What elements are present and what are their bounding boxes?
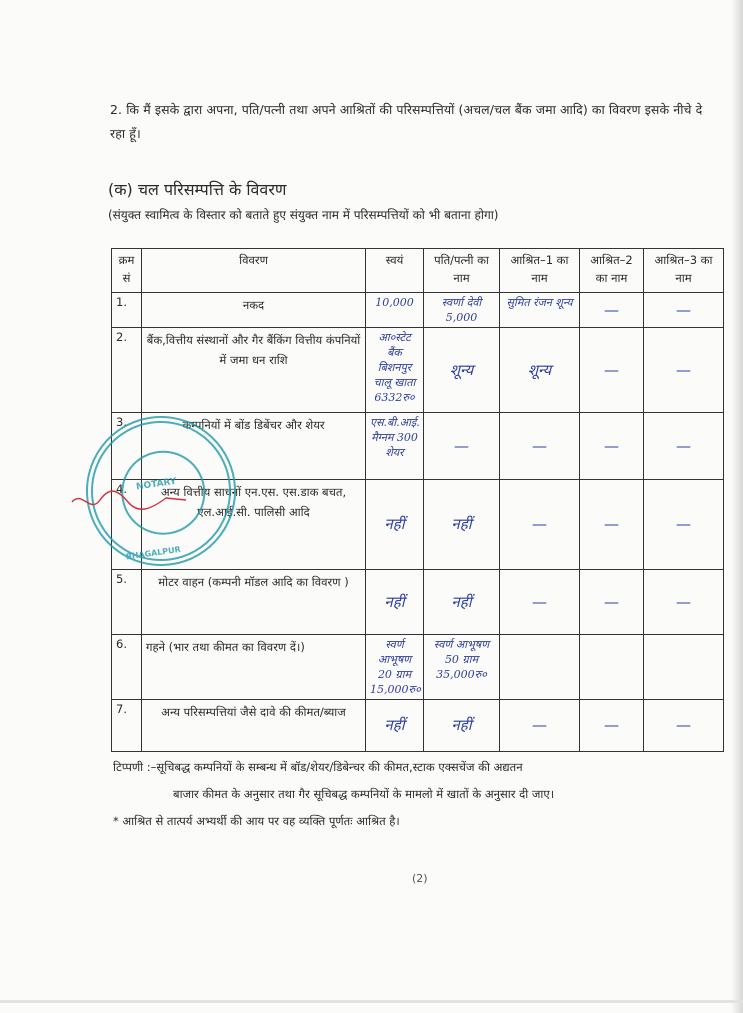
table-row [112, 635, 724, 700]
row-self-value: नहीं [366, 480, 424, 570]
row-spouse-value: नहीं [424, 570, 500, 635]
signature-scribble [70, 480, 190, 520]
notary-stamp-place: BHAGALPUR [125, 544, 182, 562]
footnote-line-2: बाजार कीमत के अनुसार तथा गैर सूचिबद्ध कम्पनियों के मामलो में खातों के अनुसार दी जाए। [173, 787, 555, 801]
row-dependent-1-value: — [500, 480, 580, 570]
row-description: बैंक,वित्तीय संस्थानों और गैर बैंकिंग वित्तीय कंपनियों में जमा धन राशि [142, 328, 366, 413]
row-dependent-2-value: — [580, 328, 644, 413]
row-spouse-value: स्वर्णा देवी 5,000 [424, 293, 500, 328]
row-spouse-value: नहीं [424, 700, 500, 752]
header-dependent-1: आश्रित–1 का नाम [500, 249, 580, 293]
row-dependent-2-value [580, 635, 644, 700]
row-spouse-value: स्वर्ण आभूषण 50 ग्राम 35,000रु० [424, 635, 500, 700]
row-description: गहने (भार तथा कीमत का विवरण दें।) [142, 635, 366, 700]
header-serial: क्रम सं [112, 249, 142, 293]
row-self-value: स्वर्ण आभूषण 20 ग्राम 15,000रु० [366, 635, 424, 700]
page-number: (2) [412, 872, 428, 885]
row-spouse-value: — [424, 413, 500, 480]
row-number: 7. [112, 700, 142, 752]
row-number: 1. [112, 293, 142, 328]
row-dependent-2-value: — [580, 700, 644, 752]
row-self-value: आ०स्टेट बैंक बिशनपुर चालू खाता 6332रु० [366, 328, 424, 413]
row-dependent-3-value: — [644, 413, 724, 480]
table-row [112, 570, 724, 635]
header-self: स्वयं [366, 249, 424, 293]
row-dependent-1-value: — [500, 413, 580, 480]
fold-line [0, 1000, 743, 1003]
page-edge [731, 0, 743, 1013]
row-dependent-3-value: — [644, 480, 724, 570]
row-dependent-3-value: — [644, 293, 724, 328]
footnote-line-1: टिप्पणी :–सूचिबद्ध कम्पनियों के सम्बन्ध में बॉड/शेयर/डिबेन्चर की कीमत,स्टाक एक्सचेंज की अद्यतन [113, 760, 523, 774]
header-dependent-2: आश्रित–2 का नाम [580, 249, 644, 293]
table-row [112, 328, 724, 413]
notary-stamp-title: NOTARY [135, 476, 178, 493]
row-description: अन्य परिसम्पत्तियां जैसे दावे की कीमत/ब्याज [142, 700, 366, 752]
row-number: 4. [112, 480, 142, 570]
row-dependent-2-value: — [580, 570, 644, 635]
row-dependent-2-value: — [580, 293, 644, 328]
row-number: 6. [112, 635, 142, 700]
row-spouse-value: शून्य [424, 328, 500, 413]
row-self-value: एस.बी.आई. मैग्नम 300 शेयर [366, 413, 424, 480]
row-dependent-3-value [644, 635, 724, 700]
row-dependent-3-value: — [644, 700, 724, 752]
row-self-value: नहीं [366, 570, 424, 635]
row-number: 5. [112, 570, 142, 635]
table-row [112, 293, 724, 328]
row-dependent-3-value: — [644, 570, 724, 635]
row-dependent-1-value: शून्य [500, 328, 580, 413]
row-number: 3. [112, 413, 142, 480]
header-dependent-3: आश्रित–3 का नाम [644, 249, 724, 293]
row-self-value: नहीं [366, 700, 424, 752]
table-header-row [112, 249, 724, 293]
row-self-value: 10,000 [366, 293, 424, 328]
row-description: कम्पनियों में बोंड डिबेंचर और शेयर [142, 413, 366, 480]
table-row [112, 700, 724, 752]
row-dependent-1-value: सुमित रंजन शून्य [500, 293, 580, 328]
footnote-line-3: * आश्रित से तात्पर्य अभ्यर्थी की आय पर वह व्यक्ति पूर्णतः आश्रित है। [113, 814, 400, 828]
row-spouse-value: नहीं [424, 480, 500, 570]
section-heading: (क) चल परिसम्पत्ति के विवरण [108, 180, 287, 199]
header-spouse: पति/पत्नी का नाम [424, 249, 500, 293]
row-description: मोटर वाहन (कम्पनी मॉडल आदि का विवरण ) [142, 570, 366, 635]
row-dependent-2-value: — [580, 480, 644, 570]
row-description: नकद [142, 293, 366, 328]
declaration-text: 2. कि मैं इसके द्वारा अपना, पति/पत्नी तथा अपने आश्रितों की परिसम्पत्तियों (अचल/चल बैंक जमा आदि) का विवरण इसके नीचे दे रहा हूँ। [110, 102, 703, 141]
row-dependent-2-value: — [580, 413, 644, 480]
row-dependent-1-value: — [500, 570, 580, 635]
header-description: विवरण [142, 249, 366, 293]
footnote [113, 754, 723, 835]
row-dependent-3-value: — [644, 328, 724, 413]
row-number: 2. [112, 328, 142, 413]
section-subnote: (संयुक्त स्वामित्व के विस्तार को बताते हुए संयुक्त नाम में परिसम्पत्तियों को भी बताना होगा) [108, 208, 499, 222]
row-dependent-1-value [500, 635, 580, 700]
row-dependent-1-value: — [500, 700, 580, 752]
row-description: अन्य वित्तीय साधनों एन.एस. एस.डाक बचत, एल.आई.सी. पालिसी आदि [142, 480, 366, 570]
